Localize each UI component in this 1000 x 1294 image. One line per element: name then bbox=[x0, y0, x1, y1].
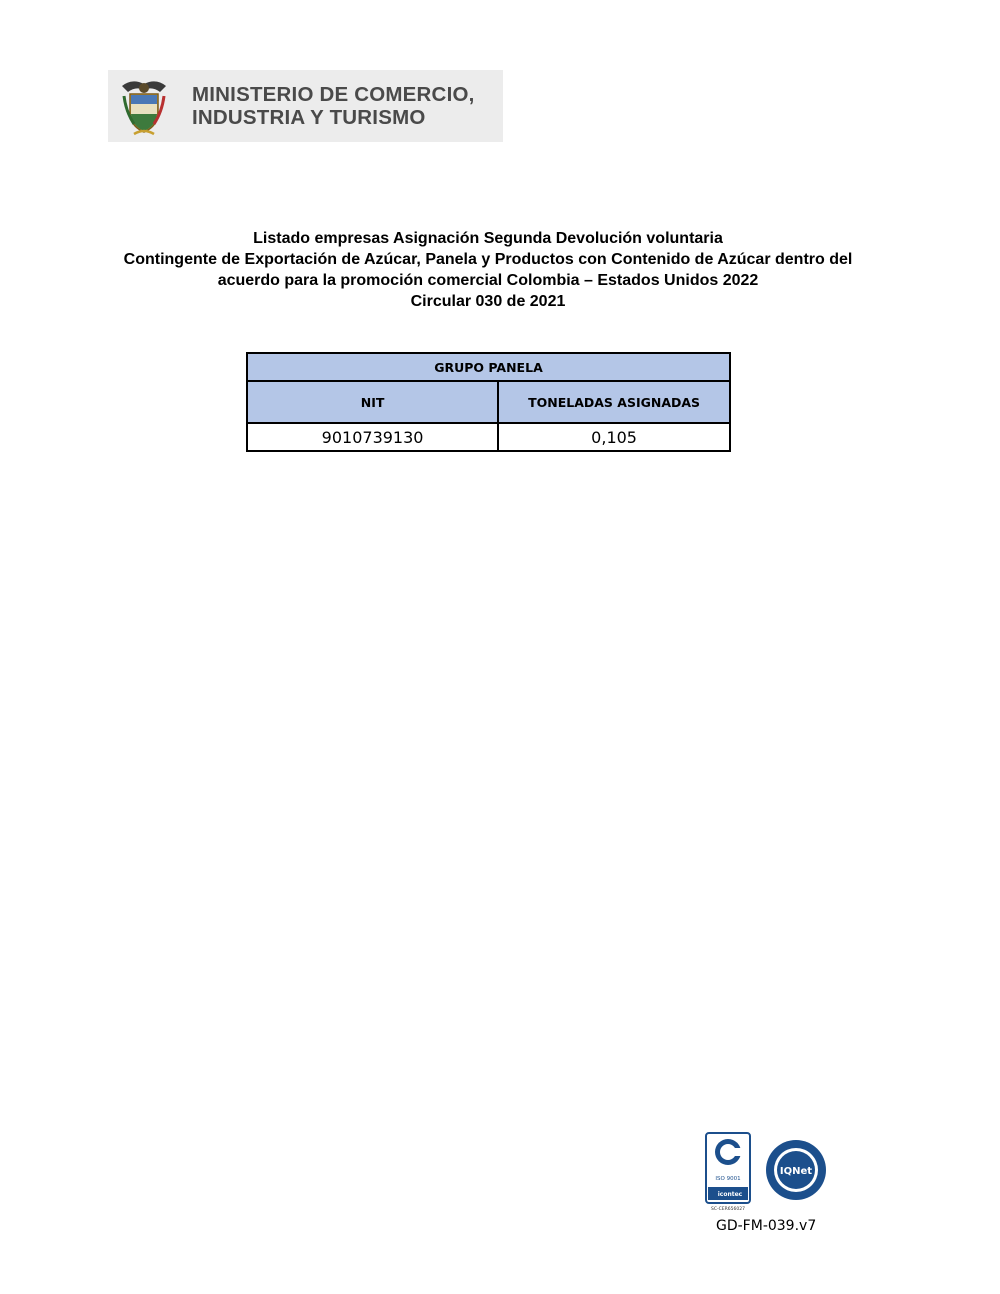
title-line-3: acuerdo para la promoción comercial Colombia – Estados Unidos 2022 bbox=[217, 272, 759, 289]
table-row bbox=[247, 423, 730, 451]
iqnet-label: IQNet bbox=[779, 1166, 813, 1177]
ministry-name bbox=[192, 83, 475, 129]
icontec-label: icontec bbox=[717, 1191, 743, 1198]
ministry-logo bbox=[108, 70, 503, 142]
column-header-row bbox=[247, 381, 730, 423]
title-line-2: Contingente de Exportación de Azúcar, Panela y Productos con Contenido de Azúcar dentro del bbox=[123, 251, 853, 268]
coat-of-arms-icon bbox=[108, 70, 180, 142]
title-line-4: Circular 030 de 2021 bbox=[410, 293, 566, 310]
iso-label: ISO 9001 bbox=[715, 1176, 741, 1182]
cert-code: SC-CER656027 bbox=[711, 1207, 745, 1212]
cell-nit: 9010739130 bbox=[247, 423, 498, 451]
group-header: GRUPO PANELA bbox=[247, 353, 730, 381]
cell-toneladas: 0,105 bbox=[498, 423, 730, 451]
document-code: GD-FM-039.v7 bbox=[716, 1218, 817, 1234]
title-line-1: Listado empresas Asignación Segunda Devolución voluntaria bbox=[253, 230, 723, 247]
column-header-nit: NIT bbox=[247, 381, 498, 423]
iqnet-logo-icon bbox=[766, 1140, 826, 1200]
group-header-row bbox=[247, 353, 730, 381]
column-header-toneladas: TONELADAS ASIGNADAS bbox=[498, 381, 730, 423]
ministry-name-line2: INDUSTRIA Y TURISMO bbox=[192, 106, 426, 129]
allocation-table bbox=[246, 352, 731, 452]
document-title bbox=[0, 228, 976, 312]
icontec-logo-icon bbox=[706, 1133, 750, 1212]
ministry-name-line1: MINISTERIO DE COMERCIO, bbox=[192, 83, 475, 106]
certification-logos bbox=[703, 1132, 833, 1212]
